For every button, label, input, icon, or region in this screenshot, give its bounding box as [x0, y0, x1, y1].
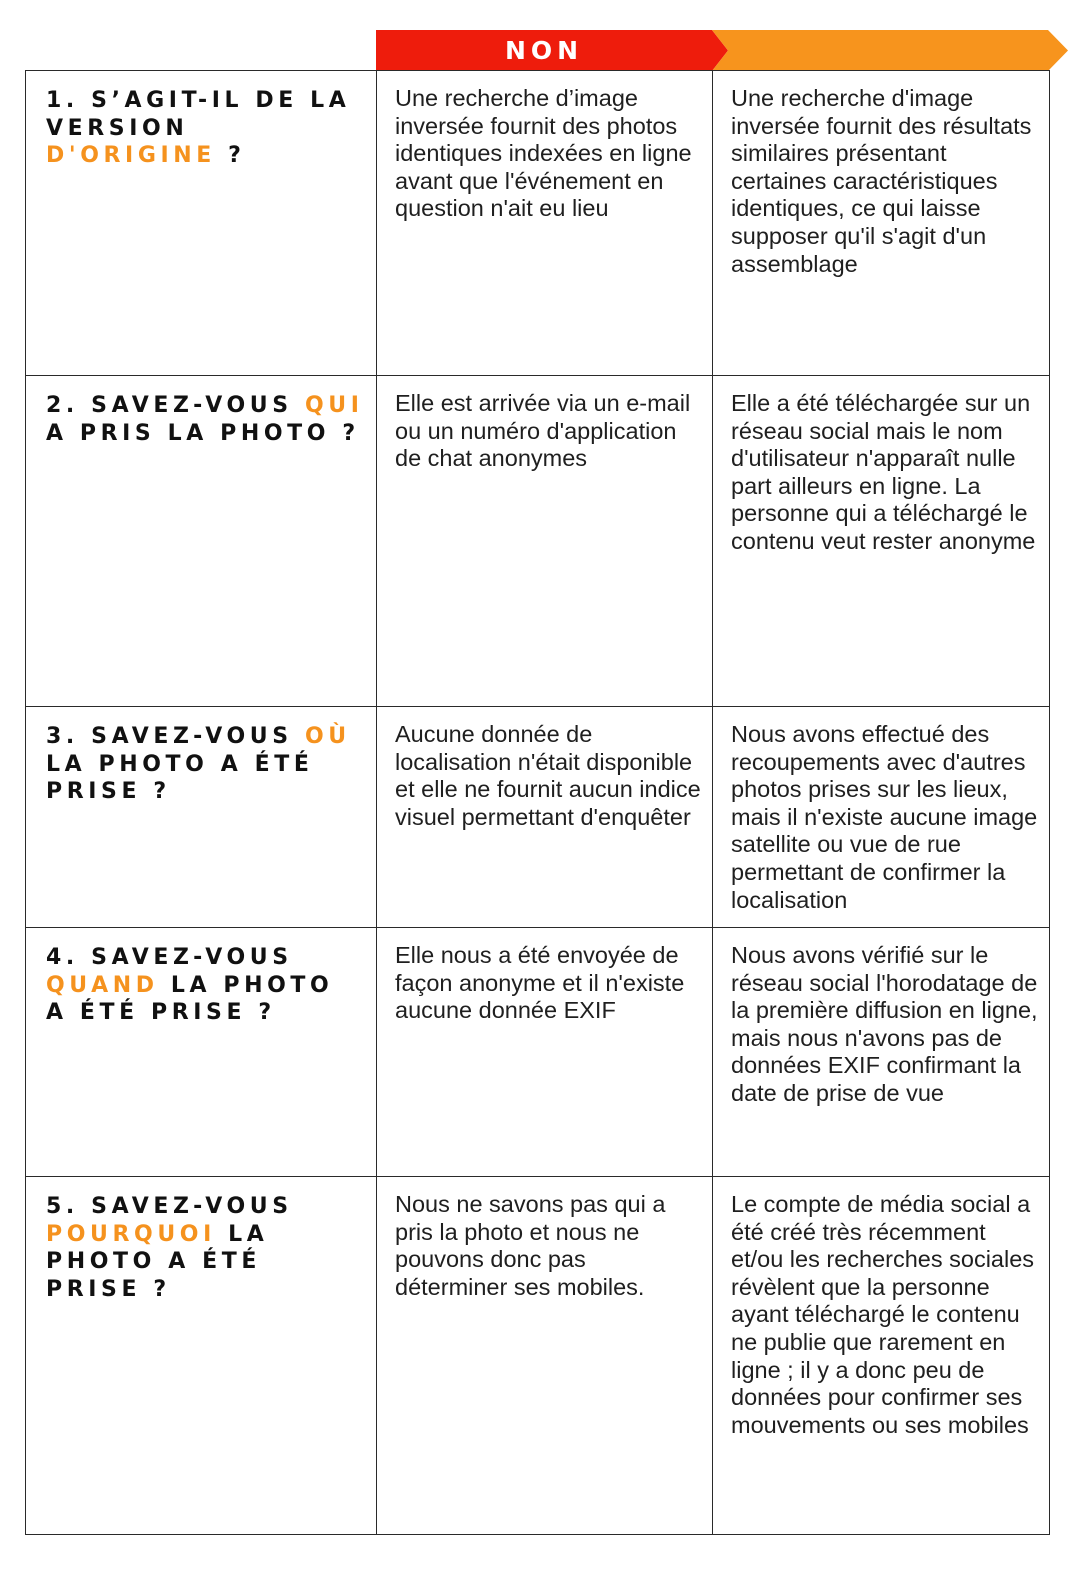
- question-keyword: QUI: [304, 393, 364, 418]
- answer-partial-cell: Elle a été téléchargée sur un réseau social mais le nom d'utilisateur n'apparaît nulle part ailleurs en ligne. La personne qui a téléchargé le contenu veut rester anonyme: [713, 376, 1050, 707]
- question-suffix: LA PHOTO A ÉTÉ PRISE ?: [46, 751, 314, 805]
- header-partial-segment: [712, 30, 1068, 71]
- answer-no-cell: Elle est arrivée via un e-mail ou un numéro d'application de chat anonymes: [377, 376, 713, 707]
- verification-matrix: [25, 70, 1050, 1535]
- answer-partial-cell: Le compte de média social a été créé très récemment et/ou les recherches sociales révèlent que la personne ayant téléchargé le contenu ne publie que rarement en ligne ; il y a donc peu de données pour confirmer ses mouvements ou ses mobiles: [713, 1177, 1050, 1535]
- question-prefix: 3. SAVEZ-VOUS: [46, 724, 305, 749]
- answer-partial-cell: Nous avons effectué des recoupements avec d'autres photos prises sur les lieux, mais il n'existe aucune image satellite ou vue de rue permettant de confirmer la localisation: [713, 707, 1050, 928]
- question-cell: [26, 1177, 377, 1535]
- question-keyword: POURQUOI: [46, 1221, 216, 1247]
- answer-no-cell: Aucune donnée de localisation n'était disponible et elle ne fournit aucun indice visuel permettant d'enquêter: [377, 707, 713, 928]
- question-suffix: LA PHOTO A ÉTÉ PRISE ?: [46, 1221, 269, 1302]
- question-text: [46, 723, 366, 806]
- answer-no-cell: Nous ne savons pas qui a pris la photo et nous ne pouvons donc pas déterminer ses mobiles.: [377, 1177, 713, 1535]
- question-keyword: D'ORIGINE: [46, 143, 216, 169]
- question-cell: [26, 71, 377, 376]
- header-no-label: NON: [504, 36, 584, 65]
- question-cell: [26, 707, 377, 928]
- question-prefix: 4. SAVEZ-VOUS: [46, 945, 293, 970]
- question-keyword: QUAND: [46, 972, 159, 998]
- question-text: [46, 944, 366, 1027]
- question-prefix: 2. SAVEZ-VOUS: [46, 393, 305, 418]
- question-suffix: LA PHOTO A ÉTÉ PRISE ?: [46, 972, 334, 1026]
- question-keyword: OÙ: [304, 724, 351, 749]
- table-row: [26, 928, 1050, 1177]
- question-prefix: 1. S’AGIT-IL DE LA VERSION: [46, 88, 351, 141]
- question-cell: [26, 376, 377, 707]
- question-suffix: ?: [215, 143, 246, 169]
- scale-header: [376, 30, 1068, 71]
- table-row: [26, 71, 1050, 376]
- question-text: [46, 1193, 366, 1303]
- table-row: [26, 376, 1050, 707]
- question-suffix: A PRIS LA PHOTO ?: [46, 420, 360, 446]
- answer-partial-cell: Nous avons vérifié sur le réseau social l'horodatage de la première diffusion en ligne, mais nous n'avons pas de données EXIF confirmant la date de prise de vue: [713, 928, 1050, 1177]
- answer-no-cell: Elle nous a été envoyée de façon anonyme et il n'existe aucune donnée EXIF: [377, 928, 713, 1177]
- question-text: [46, 392, 366, 447]
- answer-partial-cell: Une recherche d'image inversée fournit des résultats similaires présentant certaines caractéristiques identiques, ce qui laisse supposer qu'il s'agit d'un assemblage: [713, 71, 1050, 376]
- question-text: [46, 87, 366, 170]
- question-cell: [26, 928, 377, 1177]
- table-row: [26, 707, 1050, 928]
- table-row: [26, 1177, 1050, 1535]
- answer-no-cell: Une recherche d’image inversée fournit des photos identiques indexées en ligne avant que l'événement en question n'ait eu lieu: [377, 71, 713, 376]
- question-prefix: 5. SAVEZ-VOUS: [46, 1194, 293, 1219]
